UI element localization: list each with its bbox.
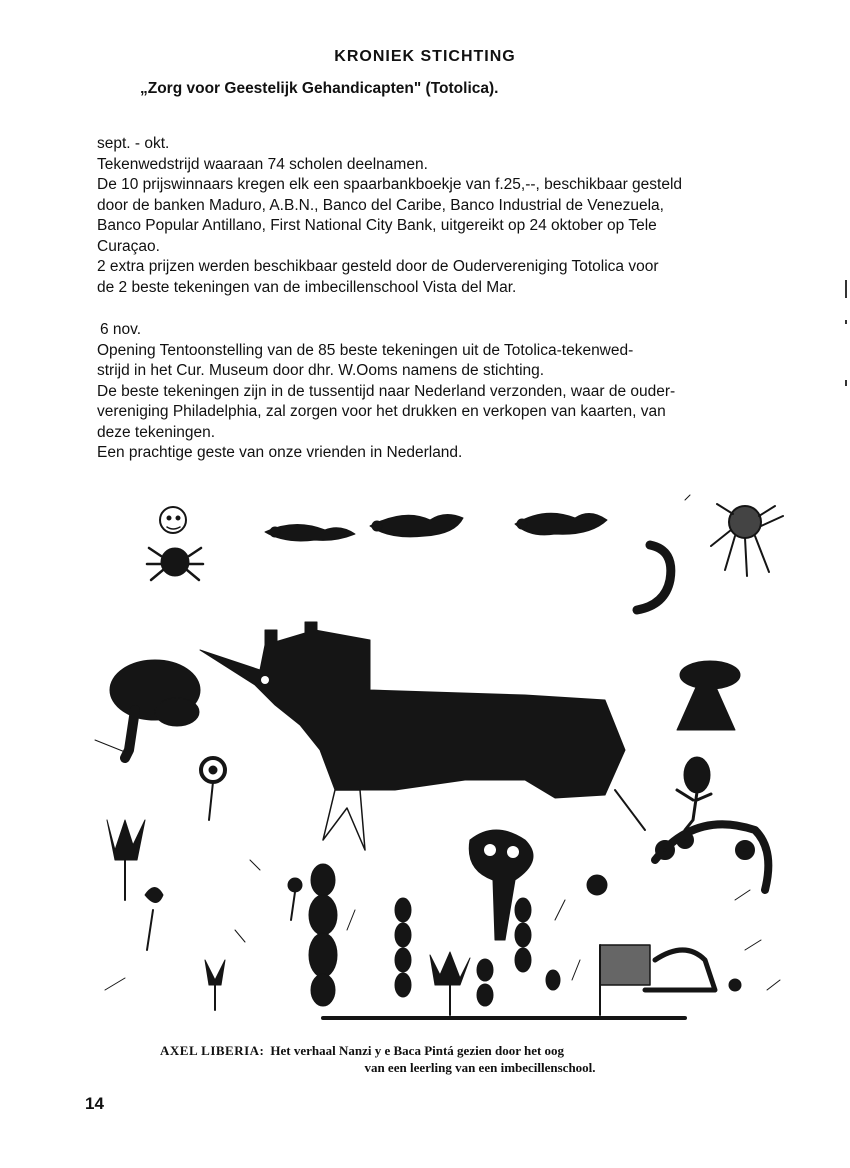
arch-right xyxy=(655,824,768,890)
chronicle-entry-sept-okt xyxy=(97,134,787,298)
entry-line: 2 extra prijzen werden beschikbaar gesteld door de Oudervereniging Totolica voor xyxy=(97,258,659,275)
stick-figure-right xyxy=(677,757,711,830)
flower-left xyxy=(201,758,225,820)
entry-line: vereniging Philadelphia, zal zorgen voor het drukken en verkopen van kaarten, van xyxy=(97,403,666,420)
entry-line: Banco Popular Antillano, First National City Bank, uitgereikt op 24 oktober op Tele xyxy=(97,217,657,234)
spider-figure-left xyxy=(147,507,203,580)
caption-line-2: van een leerling van een imbecillenschool. xyxy=(364,1060,596,1075)
cow-figure xyxy=(200,622,645,850)
chronicle-entry-6-nov xyxy=(97,320,787,464)
child-drawing-illustration xyxy=(85,490,785,1030)
entry-line: De beste tekeningen zijn in de tussentijd naar Nederland verzonden, waar de ouder- xyxy=(97,382,676,400)
entry-line: Curaçao. xyxy=(97,237,160,255)
page-edge-marks xyxy=(844,280,848,400)
entry-line: deze tekeningen. xyxy=(97,423,216,441)
sled-with-flag xyxy=(600,945,741,1015)
page-subtitle: „Zorg voor Geestelijk Gehandicapten" (Totolica). xyxy=(140,80,499,97)
tulip-left xyxy=(107,820,145,900)
small-flowers xyxy=(145,878,470,1015)
entry-line: Opening Tentoonstelling van de 85 beste tekeningen uit de Totolica-tekenwed- xyxy=(97,341,634,359)
entry-line: Een prachtige geste van onze vrienden in Nederland. xyxy=(97,444,463,461)
entry-line: strijd in het Cur. Museum door dhr. W.Ooms namens de stichting. xyxy=(97,362,545,379)
spider-figure-right xyxy=(711,504,783,576)
caption-author: AXEL LIBERIA: xyxy=(160,1043,265,1058)
page-number: 14 xyxy=(85,1094,104,1113)
mushroom-right xyxy=(677,661,740,730)
entry-date: 6 nov. xyxy=(100,321,142,338)
entry-line: de 2 beste tekeningen van de imbecillenschool Vista del Mar. xyxy=(97,278,517,296)
page-title: KRONIEK STICHTING xyxy=(334,48,516,65)
hook-shape xyxy=(637,545,671,610)
illustration-caption xyxy=(160,1042,720,1076)
caption-line-1: Het verhaal Nanzi y e Baca Pintá gezien door het oog xyxy=(270,1043,565,1058)
fish-shapes xyxy=(265,513,607,541)
entry-line: Tekenwedstrijd waaraan 74 scholen deelnamen. xyxy=(97,155,428,173)
entry-date: sept. - okt. xyxy=(97,135,170,152)
tree-left xyxy=(110,660,200,758)
entry-line: De 10 prijswinnaars kregen elk een spaarbankboekje van f.25,--, beschikbaar gesteld xyxy=(97,176,683,193)
entry-line: door de banken Maduro, A.B.N., Banco del Caribe, Banco Industrial de Venezuela, xyxy=(97,196,664,214)
